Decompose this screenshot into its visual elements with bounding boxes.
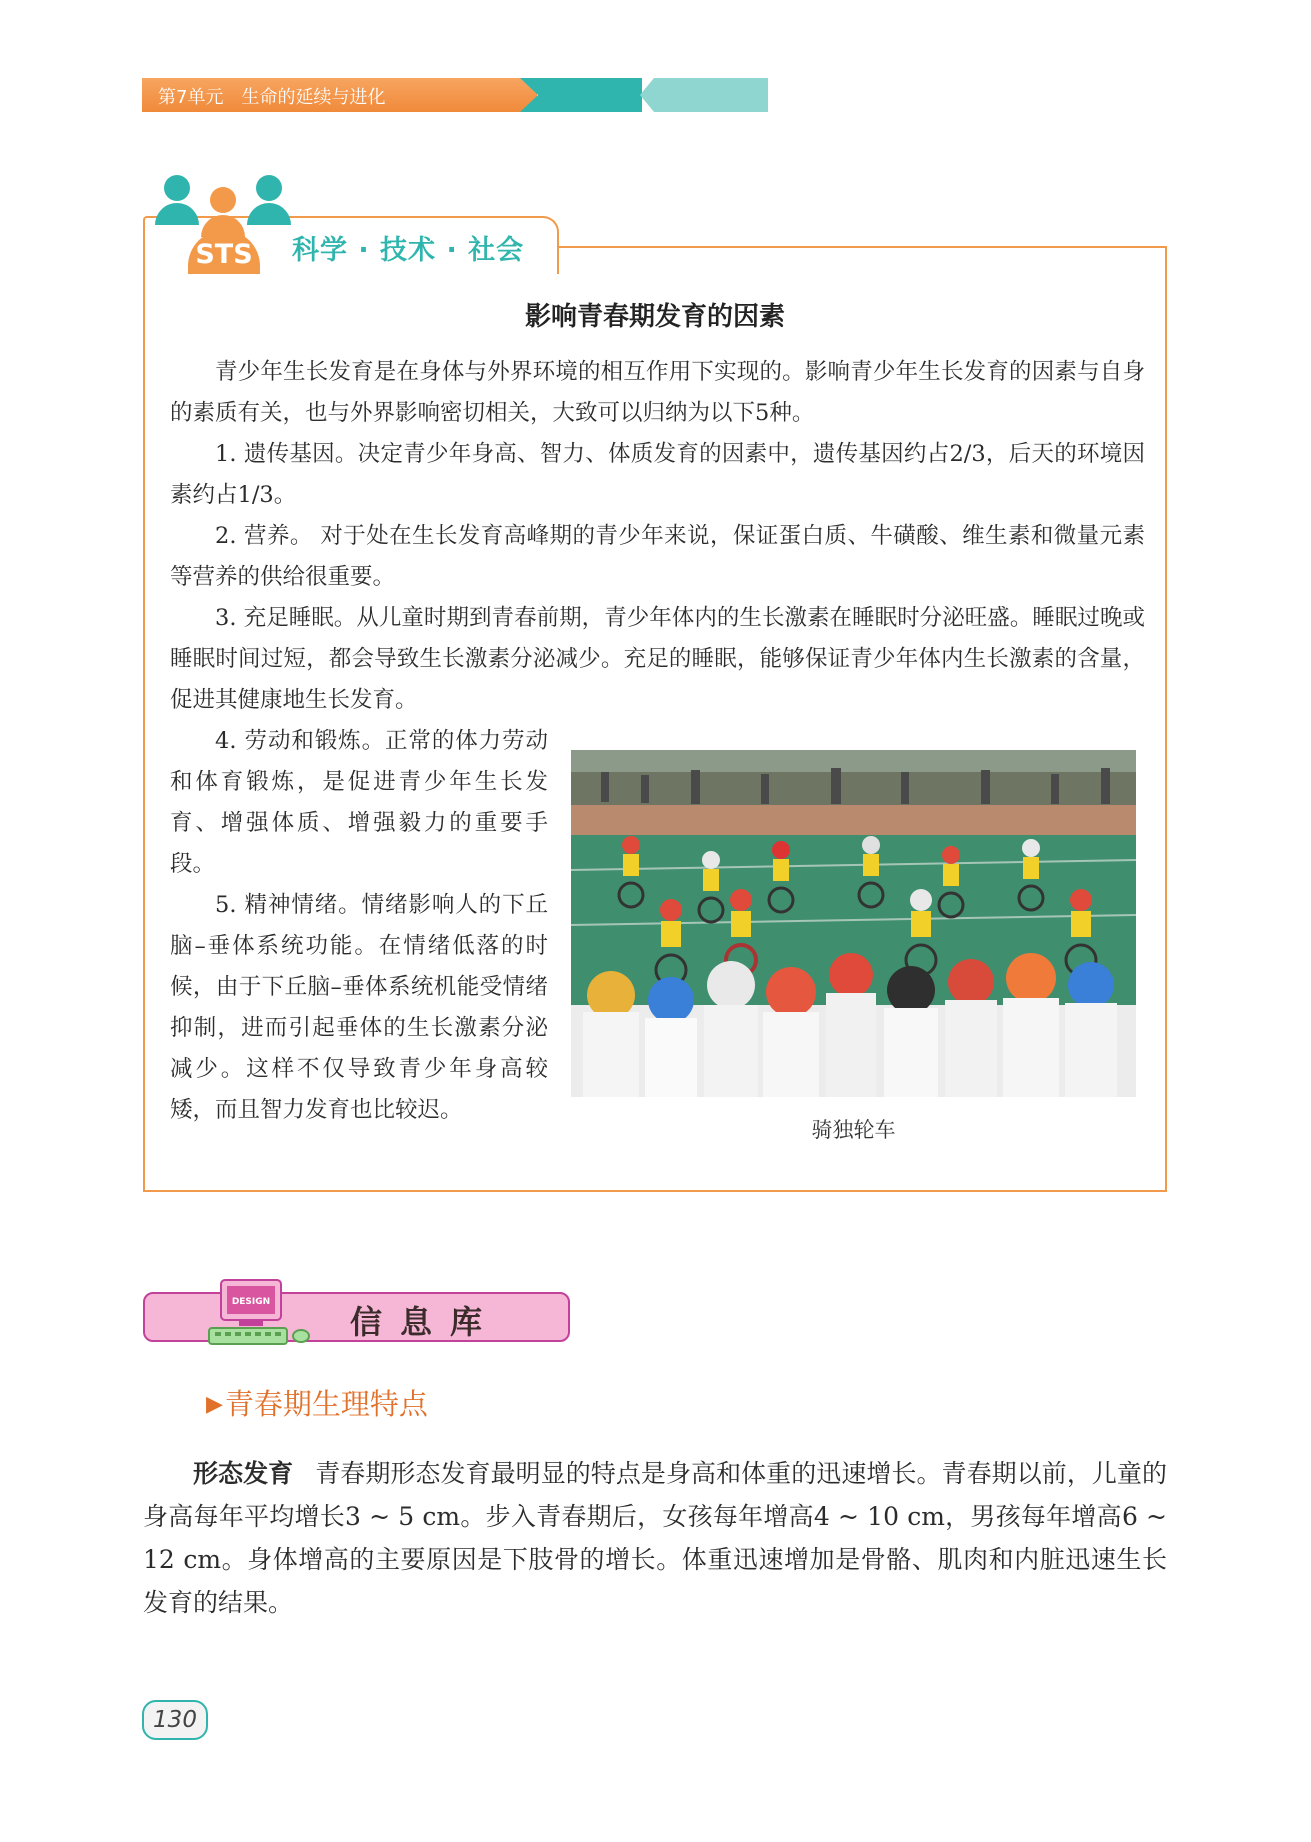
paragraph: 2. 营养。 对于处在生长发育高峰期的青少年来说，保证蛋白质、牛磺酸、维生素和微量元素等营养的供给很重要。 bbox=[170, 523, 1145, 590]
paragraph: 3. 充足睡眠。从儿童时期到青春前期，青少年体内的生长激素在睡眠时分泌旺盛。睡眠过晚或睡眠时间过短，都会导致生长激素分泌减少。充足的睡眠，能够保证青少年体内生长激素的含量，促进其健康地生长发育。 bbox=[170, 605, 1145, 713]
page-number: 130 bbox=[142, 1700, 208, 1740]
chapter-banner bbox=[142, 78, 768, 112]
photo-caption: 骑独轮车 bbox=[811, 1118, 896, 1142]
chapter-title bbox=[158, 83, 385, 109]
triangle-bullet-icon: ▶ bbox=[206, 1392, 223, 1417]
banner-teal-segment bbox=[520, 78, 642, 112]
unit-number: 第7单元 bbox=[158, 87, 224, 108]
subheading-text: 青春期生理特点 bbox=[224, 1387, 428, 1421]
sts-side-text bbox=[170, 721, 548, 1131]
subheading bbox=[206, 1382, 428, 1423]
banner-light-segment bbox=[640, 78, 768, 112]
sts-body bbox=[170, 352, 1145, 721]
unit-title: 生命的延续与进化 bbox=[241, 87, 386, 108]
paragraph: 1. 遗传基因。决定青少年身高、智力、体质发育的因素中，遗传基因约占2/3，后天的环境因素约占1/3。 bbox=[170, 441, 1145, 508]
paragraph: 青少年生长发育是在身体与外界环境的相互作用下实现的。影响青少年生长发育的因素与自身的素质有关，也与外界影响密切相关，大致可以归纳为以下5种。 bbox=[170, 359, 1145, 426]
paragraph: 4. 劳动和锻炼。正常的体力劳动和体育锻炼，是促进青少年生长发育、增强体质、增强毅力的重要手段。 bbox=[170, 728, 548, 877]
computer-icon bbox=[205, 1278, 313, 1348]
paragraph bbox=[143, 1452, 1167, 1624]
info-body bbox=[143, 1452, 1167, 1624]
section-title: 影响青春期发育的因素 bbox=[524, 302, 785, 332]
info-bank-title: 信息库 bbox=[350, 1303, 501, 1341]
unicycle-photo bbox=[571, 750, 1136, 1097]
computer-screen-label: DESIGN bbox=[231, 1297, 271, 1307]
sts-badge: STS bbox=[188, 230, 260, 274]
people-icon bbox=[155, 175, 295, 233]
term-label: 形态发育 bbox=[193, 1459, 294, 1488]
paragraph: 5. 精神情绪。情绪影响人的下丘脑–垂体系统功能。在情绪低落的时候，由于下丘脑–垂体系统机能受情绪抑制，进而引起垂体的生长激素分泌减少。这样不仅导致青少年身高较矮，而且智力发育也比较迟。 bbox=[170, 892, 548, 1123]
paragraph-text: 青春期形态发育最明显的特点是身高和体重的迅速增长。青春期以前，儿童的身高每年平均增长3 ~ 5 cm。步入青春期后，女孩每年增高4 ~ 10 cm，男孩每年增高6 ~ 12 cm。身体增高的主要原因是下肢骨的增长。体重迅速增加是骨骼、肌肉和内脏迅速生长发育的结果。 bbox=[143, 1459, 1167, 1617]
sts-heading: 科学 · 技术 · 社会 bbox=[292, 235, 525, 266]
